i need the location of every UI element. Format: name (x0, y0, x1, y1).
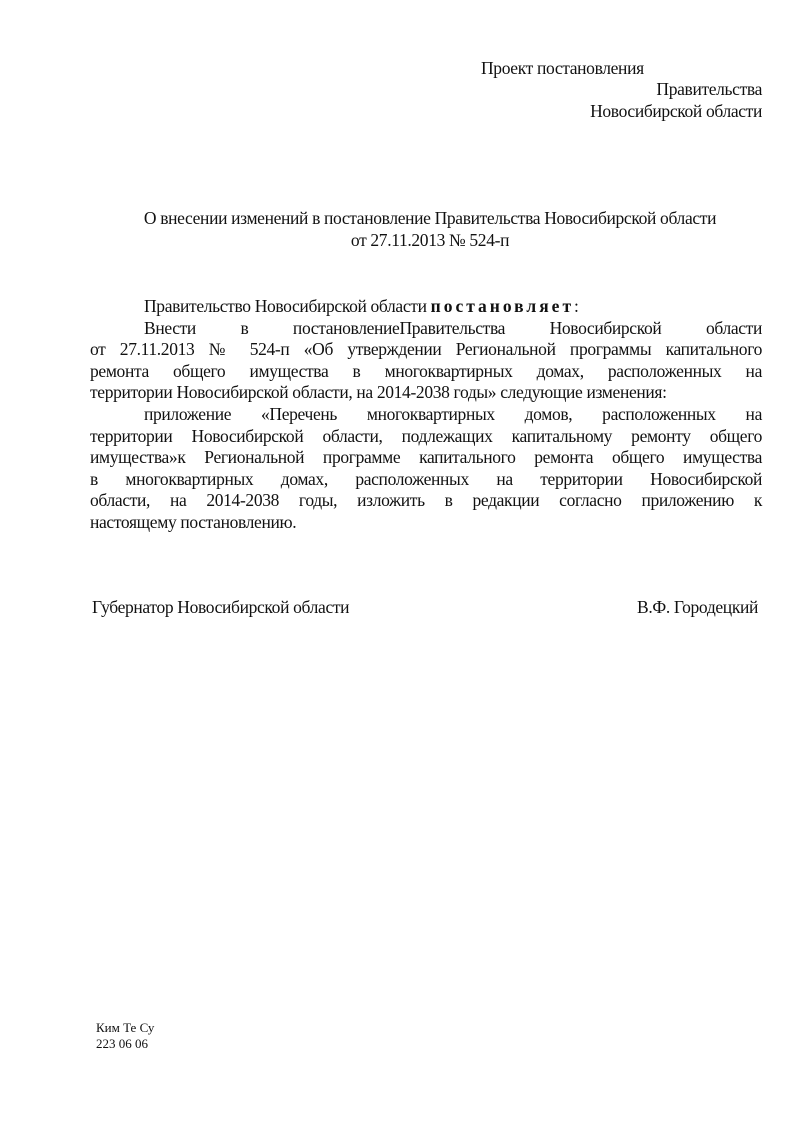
header-line-1: Проект постановления (481, 58, 644, 78)
body-line: приложение «Перечень многоквартирных домов, расположенных на (144, 403, 762, 424)
body-line: области, на 2014-2038 годы, изложить в редакции согласно приложению к (90, 490, 762, 511)
document-body (90, 296, 762, 534)
document-title-date: от 27.11.2013 № 524-п (350, 230, 510, 250)
signature-position: Губернатор Новосибирской области (92, 597, 350, 617)
header-line-2: Правительства (656, 79, 762, 99)
body-line: от 27.11.2013 № 524-п «Об утверждении Региональной программы капитального (90, 339, 762, 360)
intro-emphasis: постановляет (430, 296, 575, 316)
body-line: территории Новосибирской области, подлежащих капитальному ремонту общего (90, 425, 762, 446)
document-title: О внесении изменений в постановление Правительства Новосибирской области (143, 208, 717, 228)
signature-name: В.Ф. Городецкий (637, 597, 758, 617)
intro-line (90, 296, 762, 318)
executor-phone: 223 06 06 (96, 1036, 148, 1051)
body-line: ремонта общего имущества в многоквартирных домах, расположенных на (90, 360, 762, 381)
body-line: Внести в постановлениеПравительства Новосибирской области (144, 317, 762, 338)
header-line-3: Новосибирской области (590, 101, 762, 121)
intro-colon: : (574, 296, 579, 316)
executor-name: Ким Те Су (96, 1020, 155, 1035)
body-line: настоящему постановлению. (90, 511, 297, 532)
body-line: территории Новосибирской области, на 2014-2038 годы» следующие изменения: (90, 382, 667, 403)
body-line: в многоквартирных домах, расположенных на территории Новосибирской (90, 468, 762, 489)
intro-text: Правительство Новосибирской области (144, 296, 431, 316)
body-line: имущества»к Региональной программе капитального ремонта общего имущества (90, 447, 762, 468)
